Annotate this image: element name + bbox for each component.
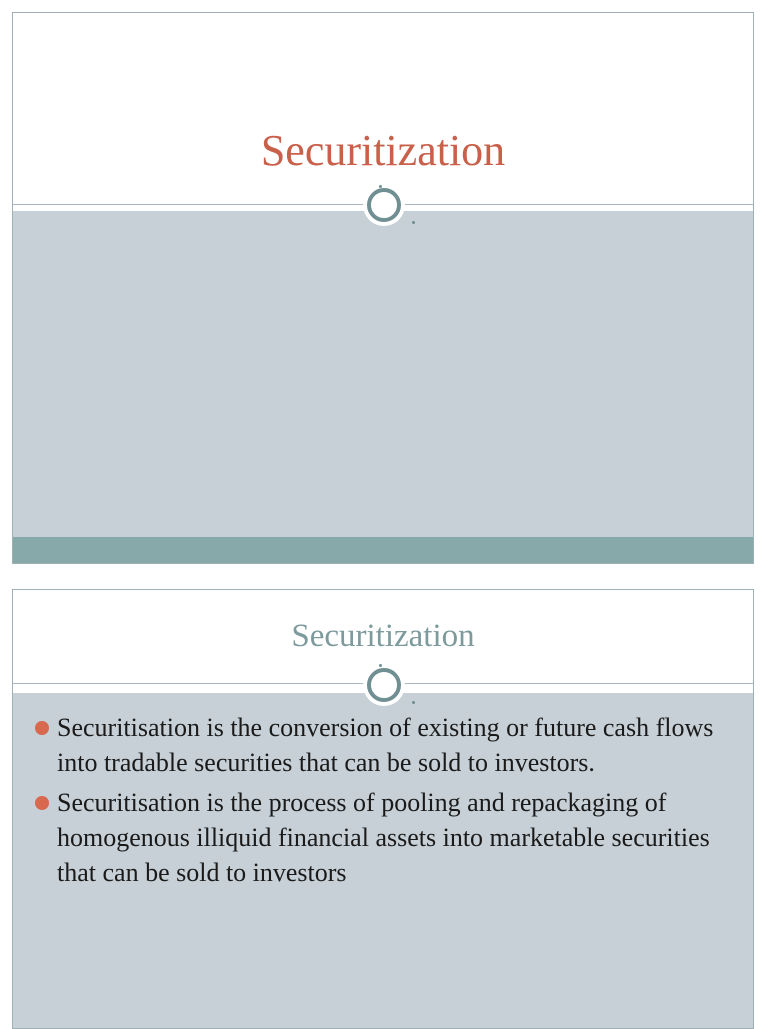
content-slide [12,589,754,1029]
bullet-dot-icon [35,721,49,735]
ring-dot-icon [412,221,415,224]
footer-bar [13,537,753,564]
ring-ornament-icon [367,188,401,222]
slide-title: Securitization [260,126,506,175]
ring-dot-icon [379,664,382,667]
bullet-list [35,710,735,895]
bullet-item [35,710,735,780]
title-slide [12,12,754,564]
bullet-dot-icon [35,796,49,810]
title-area [13,13,753,205]
ring-dot-icon [379,185,382,188]
bullet-text: Securitisation is the process of pooling and repackaging of homogenous illiquid financial assets into marketable securities that can be sold to investors [57,788,710,887]
ring-dot-icon [412,701,415,704]
content-area [13,211,753,537]
ring-ornament-icon [367,668,401,702]
bullet-text: Securitisation is the conversion of existing or future cash flows into tradable securities that can be sold to investors. [57,713,714,777]
slide-title: Securitization [291,618,475,654]
bullet-item [35,785,735,890]
